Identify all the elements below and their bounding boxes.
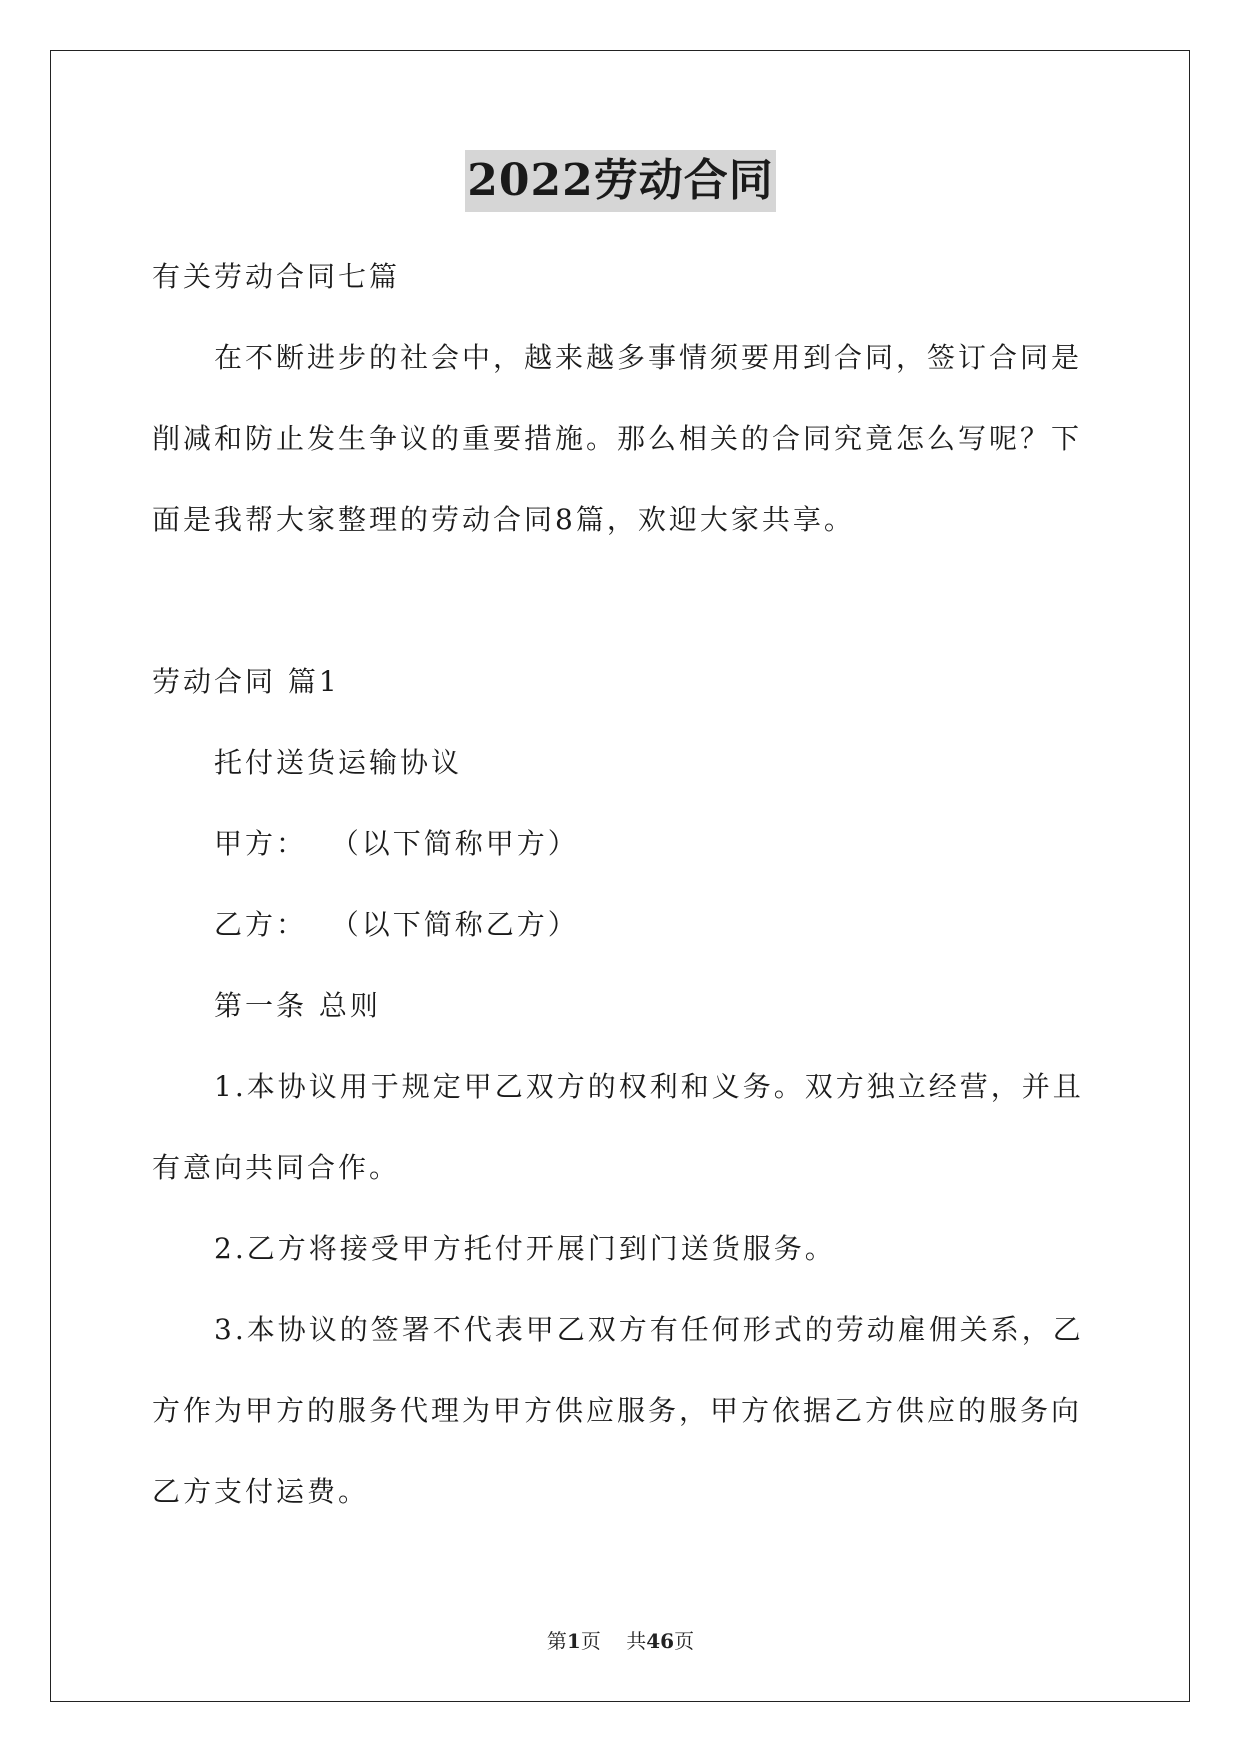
page-number: 1: [566, 1629, 581, 1653]
document-heading: 有关劳动合同七篇: [152, 260, 401, 293]
page-prefix: 第: [546, 1629, 567, 1653]
clause-3: [152, 1289, 1092, 1532]
clause-line: 有意向共同合作。: [152, 1151, 401, 1184]
intro-line: 在不断进步的社会中，越来越多事情须要用到合同，签订合同是: [214, 341, 1083, 374]
clause-line: 3.本协议的签署不代表甲乙双方有任何形式的劳动雇佣关系，乙: [214, 1313, 1084, 1346]
clause-line: 方作为甲方的服务代理为甲方供应服务，甲方依据乙方供应的服务向: [152, 1394, 1083, 1427]
intro-line: 削减和防止发生争议的重要措施。那么相关的合同究竟怎么写呢？下: [152, 422, 1083, 455]
article-title: 第一条 总则: [214, 989, 381, 1022]
page-footer: [0, 1625, 1241, 1654]
total-pages: 46: [646, 1629, 675, 1653]
clause-1: [152, 1046, 1092, 1208]
document-title: 2022劳动合同: [465, 150, 775, 212]
party-a: 甲方： （以下简称甲方）: [214, 827, 579, 860]
clause-line: 乙方支付运费。: [152, 1475, 370, 1508]
intro-paragraph: [152, 317, 1092, 560]
document-body: [152, 236, 1092, 1532]
total-prefix: 共: [626, 1629, 647, 1653]
page-suffix: 页: [580, 1629, 601, 1653]
clause-2: 2.乙方将接受甲方托付开展门到门送货服务。: [214, 1232, 836, 1265]
party-b: 乙方： （以下简称乙方）: [214, 908, 579, 941]
clause-line: 1.本协议用于规定甲乙双方的权利和义务。双方独立经营，并且: [214, 1070, 1084, 1103]
spacer: [152, 560, 1092, 641]
total-suffix: 页: [674, 1629, 695, 1653]
intro-line: 面是我帮大家整理的劳动合同8篇，欢迎大家共享。: [152, 503, 855, 536]
section-title: 劳动合同 篇1: [152, 665, 340, 698]
agreement-title: 托付送货运输协议: [214, 746, 463, 779]
title-container: [0, 150, 1241, 212]
